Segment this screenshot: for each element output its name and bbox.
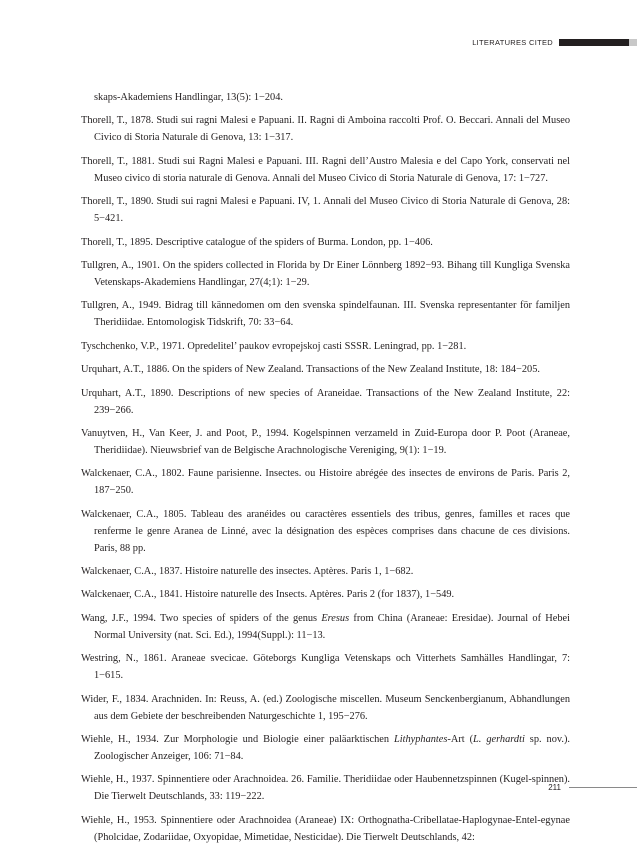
species-name: L. gerhardti (473, 734, 525, 746)
reference-item: Wang, J.F., 1994. Two species of spiders of the genus Eresus from China (Araneae: Eresidae). Journal of Hebei Normal University (nat. Sci. Ed.), 1994(Suppl.): 11−13. (81, 612, 570, 641)
species-name: Eresus (321, 612, 350, 624)
reference-item: skaps-Akademiens Handlingar, 13(5): 1−204. (94, 92, 283, 103)
reference-item: Tyschchenko, V.P., 1971. Opredelitel’ paukov evropejskoj casti SSSR. Leningrad, pp. 1−281. (81, 340, 467, 352)
reference-item: Walckenaer, C.A., 1841. Histoire naturelle des Insects. Aptères. Paris 2 (for 1837), 1−549. (81, 589, 455, 601)
reference-item: Wiehle, H., 1937. Spinnentiere oder Arachnoidea. 26. Familie. Theridiidae oder Haubennetzspinnen (Kugel-spinnen). Die Tierwelt Deutschlands, 33: 119−222. (81, 774, 570, 803)
reference-item: Walckenaer, C.A., 1805. Tableau des aranéides ou caractères essentiels des tribus, genres, familles et races que renferme le genre Aranea de Linné, avec la désignation des espèces comprises dans chacune de ces divisions. Paris, 88 pp. (81, 508, 570, 554)
section-title: LITERATURES CITED (472, 37, 553, 47)
header-bar-light (629, 39, 637, 46)
reference-list (81, 89, 570, 852)
header-bar (559, 39, 629, 46)
reference-item: Thorell, T., 1890. Studi sui ragni Malesi e Papuani. IV, 1. Annali del Museo Civico di Storia Naturale di Genova, 28: 5−421. (81, 196, 570, 225)
footer-rule (569, 787, 637, 788)
reference-item: Thorell, T., 1895. Descriptive catalogue of the spiders of Burma. London, pp. 1−406. (81, 236, 433, 248)
page-number: 211 (548, 783, 561, 792)
genus-name: Lithyphantes (393, 734, 448, 746)
reference-item: Walckenaer, C.A., 1837. Histoire naturelle des insectes. Aptères. Paris 1, 1−682. (81, 566, 414, 578)
reference-item: Tullgren, A., 1901. On the spiders collected in Florida by Dr Einer Lönnberg 1892−93. Bihang till Kungliga Svenska Vetenskaps-Akademiens Handlingar, 27(4;1): 1−29. (81, 259, 570, 288)
reference-item: Tullgren, A., 1949. Bidrag till kännedomen om den svenska spindelfaunan. III. Svenska representanter för familjen Theridiidae. Entomologisk Tidskrift, 70: 33−64. (81, 300, 570, 329)
reference-item: Wiehle, H., 1953. Spinnentiere oder Arachnoidea (Araneae) IX: Orthognatha-Cribellatae-Haplogynae-Entel-egynae (Pholcidae, Zodariidae, Oxyopidae, Mimetidae, Nesticidae). Die Tierwelt Deutschlands, 42: (81, 814, 570, 843)
reference-item: Vanuytven, H., Van Keer, J. and Poot, P., 1994. Kogelspinnen verzameld in Zuid-Europa door P. Poot (Araneae, Theridiidae). Nieuwsbrief van de Belgische Arachnologische Vereniging, 9(1): 1−19. (81, 427, 570, 456)
page-footer (548, 783, 637, 792)
running-header (472, 36, 637, 48)
reference-item: Walckenaer, C.A., 1802. Faune parisienne. Insectes. ou Histoire abrégée des insectes de environs de Paris. Paris 2, 187−250. (81, 468, 570, 497)
reference-item: Wider, F., 1834. Arachniden. In: Reuss, A. (ed.) Zoologische miscellen. Museum Senckenbergianum, Abhandlungen aus dem Gebiete der beschreibenden Naturgeschichte 1, 195−276. (81, 693, 570, 722)
reference-item: Wiehle, H., 1934. Zur Morphologie und Biologie einer paläarktischen Lithyphantes-Art (L. gerhardti sp. nov.). Zoologischer Anzeiger, 106: 71−84. (81, 734, 570, 763)
reference-item: Urquhart, A.T., 1886. On the spiders of New Zealand. Transactions of the New Zealand Institute, 18: 184−205. (81, 364, 540, 376)
reference-item: Thorell, T., 1878. Studi sui ragni Malesi e Papuani. II. Ragni di Amboina raccolti Prof. O. Beccari. Annali del Museo Civico di Storia Naturale di Genova, 13: 1−317. (81, 115, 570, 144)
reference-item: Thorell, T., 1881. Studi sui Ragni Malesi e Papuani. III. Ragni dell’Austro Malesia e del Capo York, conservati nel Museo civico di storia naturale di Genova. Annali del Museo Civico di Storia Naturale di Genova, 17: 1−727. (81, 155, 570, 184)
reference-item: Urquhart, A.T., 1890. Descriptions of new species of Araneidae. Transactions of the New Zealand Institute, 22: 239−266. (81, 387, 570, 416)
reference-item: Westring, N., 1861. Araneae svecicae. Göteborgs Kungliga Vetenskaps och Vitterhets Samhälles Handlingar, 7: 1−615. (81, 653, 570, 682)
